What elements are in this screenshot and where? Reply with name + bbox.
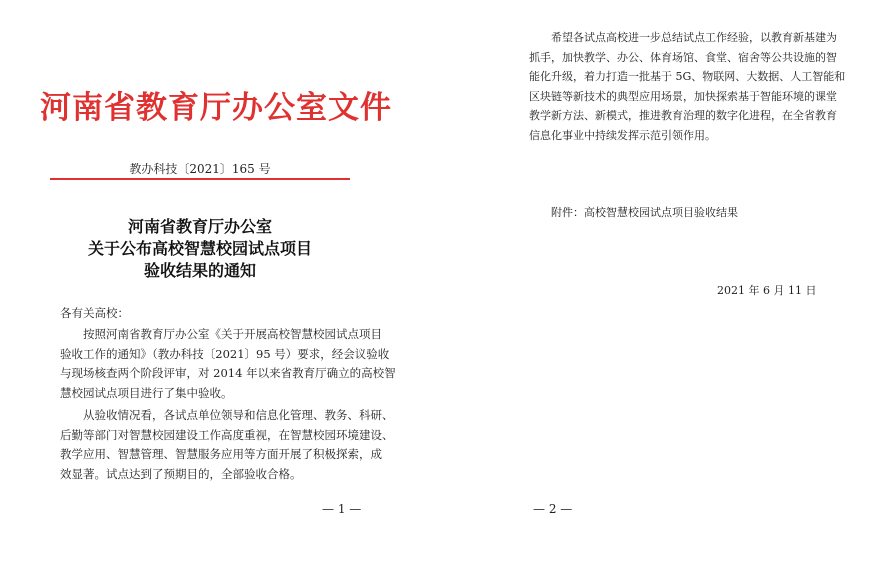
- title-line: 关于公布高校智慧校园试点项目: [87, 239, 312, 258]
- issue-date: 2021 年 6 月 11 日: [717, 284, 817, 297]
- text-line: 慧校园试点项目进行了集中验收。: [60, 385, 233, 400]
- document-header: 河南省教育厅办公室文件: [40, 90, 392, 126]
- notice-title: [40, 216, 360, 282]
- text-line: 按照河南省教育厅办公室《关于开展高校智慧校园试点项目: [83, 327, 382, 341]
- text-line: 教学新方法、新模式，推进教育治理的数字化进程，在全省教育: [529, 109, 837, 123]
- text-line: 能化升级，着力打造一批基于 5G、物联网、大数据、人工智能和: [529, 70, 846, 84]
- title-line: 河南省教育厅办公室: [127, 217, 272, 236]
- attachment-line: 附件：高校智慧校园试点项目验收结果: [551, 206, 738, 219]
- page-number-1: — 1 —: [322, 502, 362, 516]
- text-line: 希望各试点高校进一步总结试点工作经验，以教育新基建为: [551, 31, 837, 44]
- text-line: 信息化事业中持续发挥示范引领作用。: [529, 128, 716, 142]
- text-line: 区块链等新技术的典型应用场景，加快探索基于智能环境的课堂: [529, 89, 837, 103]
- document-number: 教办科技〔2021〕165 号: [129, 162, 271, 176]
- salutation: 各有关高校：: [60, 306, 129, 320]
- page-number-2: — 2 —: [533, 502, 573, 516]
- text-line: 从验收情况看，各试点单位领导和信息化管理、教务、科研、: [83, 408, 394, 422]
- text-line: 与现场核查两个阶段评审，对 2014 年以来省教育厅确立的高校智: [60, 366, 396, 380]
- text-line: 验收工作的通知》（教办科技〔2021〕95 号）要求，经会议验收: [60, 346, 390, 361]
- paragraph-1: [60, 325, 396, 403]
- text-line: 效显著。试点达到了预期目的，全部验收合格。: [60, 466, 302, 481]
- title-line: 验收结果的通知: [143, 261, 256, 280]
- text-line: 抓手，加快教学、办公、体育场馆、食堂、宿舍等公共设施的智: [529, 50, 837, 64]
- text-line: 后勤等部门对智慧校园建设工作高度重视，在智慧校园环境建设、: [60, 427, 394, 442]
- red-divider-line: [50, 178, 350, 180]
- paragraph-2: [60, 406, 394, 484]
- paragraph-3: [529, 28, 846, 146]
- text-line: 教学应用、智慧管理、智慧服务应用等方面开展了积极探索，成: [60, 447, 382, 461]
